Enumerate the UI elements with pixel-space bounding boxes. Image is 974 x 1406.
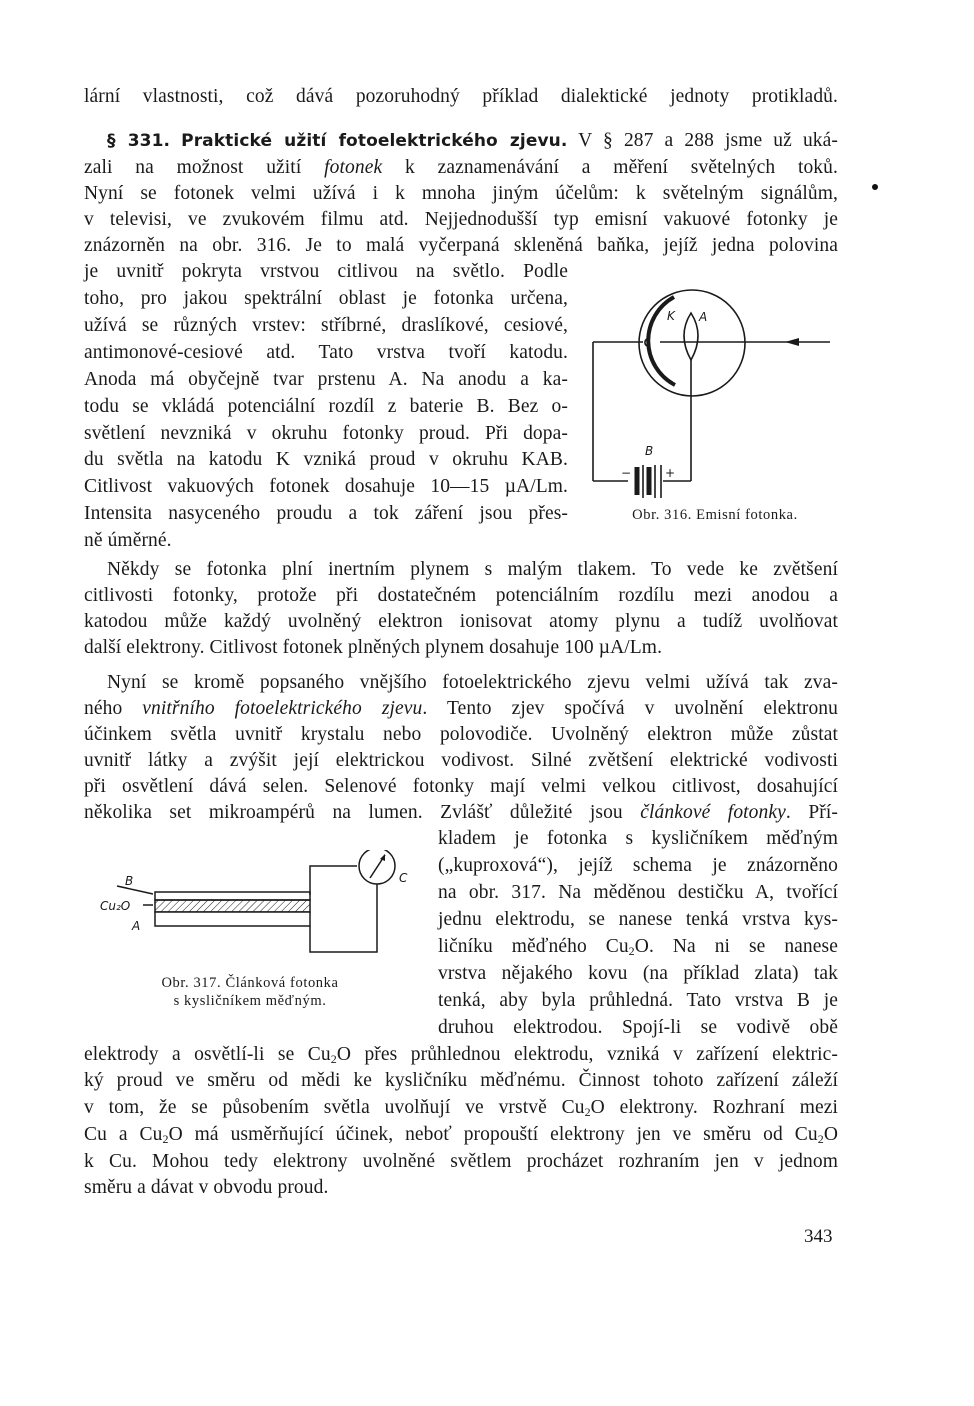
label-oxide: Cu₂O — [100, 899, 131, 913]
text-line: jednu elektrodu, se nanese tenká vrstva kys- — [438, 909, 838, 930]
text-line: na obr. 317. Na měděnou destičku A, tvořící — [438, 882, 838, 903]
text-line: Citlivost vakuových fotonek dosahuje 10—15 µA/Lm. — [84, 476, 568, 497]
text-line: katodou může každý uvolněný elektron ionisovat atomy plynu a tudíž uvolňovat — [84, 611, 838, 632]
figure-317-diagram — [95, 850, 415, 960]
text-line: du světla na katodu K vzniká proud v okruhu KAB. — [84, 449, 568, 470]
text-line: tenká, aby byla průhledná. Tato vrstva B je — [438, 990, 838, 1011]
figure-316-diagram — [585, 285, 830, 515]
label-cathode: K — [667, 309, 675, 323]
text-line: Intensita nasyceného proudu a tok záření jsou přes- — [84, 503, 568, 524]
text-line: Anoda má obyčejně tvar prstenu A. Na anodu a ka- — [84, 369, 568, 390]
label-minus: − — [621, 466, 632, 480]
text-line: Nyní se kromě popsaného vnějšího fotoelektrického zjevu velmi užívá tak zva- — [107, 672, 838, 693]
text-line: znázorněn na obr. 316. Je to malá vyčerpaná skleněná baňka, jejíž jedna polovina — [84, 235, 838, 256]
term-internal-photoeffect: vnitřního fotoelektrického zjevu — [142, 698, 423, 719]
text-line: druhou elektrodou. Spojí-li se vodivě obě — [438, 1017, 838, 1038]
text-line: vrstva nějakého kovu (na příklad zlata) tak — [438, 963, 838, 984]
text-line: antimonové-cesiové atd. Tato vrstva tvoří katodu. — [84, 342, 568, 363]
text-line: Cu a $Cu_2O$ má usměrňující účinek, neboť propouští elektrony jen ve směru od $Cu_2O$ — [84, 1124, 839, 1146]
text-line: zali na možnost užití fotonek k zaznamenávání a měření světelných toků. — [84, 157, 838, 178]
text-line: je uvnitř pokryta vrstvou citlivou na světlo. Podle — [84, 261, 568, 282]
text-line: ličníku měďného $Cu_2O$. Na ni se nanese — [438, 936, 838, 958]
figure-317-caption: Obr. 317. Článková fotonka s kysličníkem měďným. — [161, 975, 339, 1009]
label-plus: + — [665, 466, 676, 480]
label-layer-b: B — [125, 874, 134, 888]
term-cell-photocells: článkové fotonky — [640, 802, 786, 823]
section-title: Praktické užití fotoelektrického zjevu. — [181, 131, 568, 151]
section-text: V § 287 a 288 jsme už uká- — [578, 130, 839, 151]
label-battery: B — [645, 444, 654, 458]
text-line: další elektrony. Citlivost fotonek plněných plynem dosahuje 100 µA/Lm. — [84, 637, 663, 658]
text-line: ného vnitřního fotoelektrického zjevu. Tento zjev spočívá v uvolnění elektronu — [84, 698, 839, 719]
section-heading-line — [107, 128, 838, 154]
section-number: § 331. — [107, 131, 171, 151]
text-line: kladem je fotonka s kysličníkem měďným — [438, 828, 838, 849]
continuation-line: lární vlastnosti, což dává pozoruhodný příklad dialektické jednoty protikladů. — [84, 86, 838, 107]
text-line: toho, pro jakou spektrální oblast je fotonka určena, — [84, 288, 568, 309]
label-meter-c: C — [399, 871, 408, 885]
text-line: Nyní se fotonek velmi užívá i k mnoha jiným účelům: k světelným signálům, — [84, 183, 838, 204]
text-line: citlivosti fotonky, protože při dostatečném potenciálním rozdílu mezi anodou a — [84, 585, 838, 606]
text-line: k Cu. Mohou tedy elektrony uvolněné světlem procházet rozhraním jen v jednom — [84, 1151, 838, 1172]
text-line: („kuproxová“), jejíž schema je znázorněno — [438, 855, 838, 876]
text-line: účinkem světla uvnitř krystalu nebo polovodiče. Uvolněný elektron může zůstat — [84, 724, 838, 745]
term-fotonek: fotonek — [324, 157, 383, 178]
text-line: uvnitř látky a zvýšit její elektrickou vodivost. Silné zvětšení elektrické vodivosti — [84, 750, 838, 771]
figure-316-caption: Obr. 316. Emisní fotonka. — [632, 507, 798, 523]
text-line: několika set mikroampérů na lumen. Zvlášť důležité jsou článkové fotonky. Pří- — [84, 802, 838, 823]
text-line: v televisi, ve zvukovém filmu atd. Nejjednodušší typ emisní vakuové fotonky je — [84, 209, 838, 230]
text-line: elektrody a osvětlí-li se $Cu_2O$ přes průhlednou elektrodu, vzniká v zařízení elektric- — [84, 1044, 839, 1066]
label-anode: A — [699, 310, 708, 324]
text-line: směru a dávat v obvodu proud. — [84, 1177, 329, 1198]
text-line: užívá se různých vrstev: stříbrné, draslíkové, cesiové, — [84, 315, 568, 336]
scan-speck — [872, 184, 878, 190]
text-line: Někdy se fotonka plní inertním plynem s malým tlakem. To vede ke zvětšení — [107, 559, 838, 580]
text-line: ně úměrné. — [84, 530, 172, 551]
page-number: 343 — [804, 1226, 833, 1247]
text-line: při osvětlení dává selen. Selenové fotonky mají velmi velkou citlivost, dosahující — [84, 776, 838, 797]
text-line: v tom, že se působením světla uvolňují ve vrstvě $Cu_2O$ elektrony. Rozhraní mezi — [84, 1097, 838, 1119]
text-line: todu se vkládá potenciální rozdíl z baterie B. Bez o- — [84, 396, 568, 417]
text-line: ký proud ve směru od mědi ke kysličníku měďnému. Činnost tohoto zařízení záleží — [84, 1070, 838, 1091]
label-plate-a: A — [132, 919, 141, 933]
text-line: světlení nevzniká v okruhu fotonky proud. Při dopa- — [84, 423, 568, 444]
